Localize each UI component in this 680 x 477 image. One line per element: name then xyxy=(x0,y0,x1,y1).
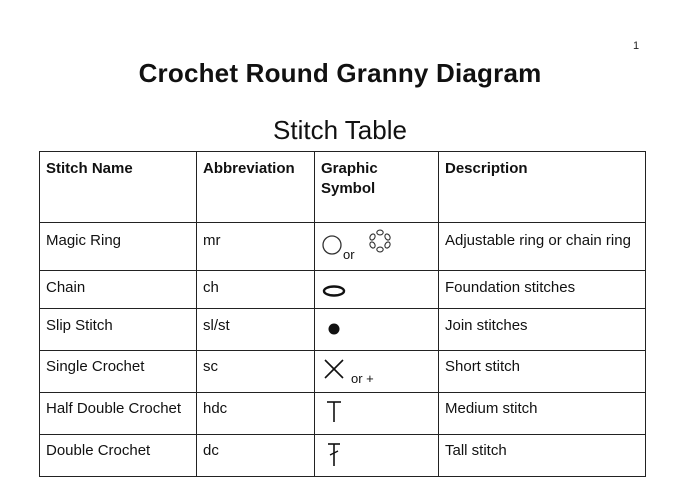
abbreviation-cell: sl/st xyxy=(197,309,315,351)
table-row xyxy=(40,393,646,435)
section-title: Stitch Table xyxy=(273,115,407,145)
stitch-name-cell: Slip Stitch xyxy=(40,309,197,351)
x-icon xyxy=(323,358,345,380)
header-abbreviation: Abbreviation xyxy=(197,152,315,223)
table-row xyxy=(40,351,646,393)
description-cell: Adjustable ring or chain ring xyxy=(439,223,646,271)
table-row xyxy=(40,271,646,309)
stitch-table xyxy=(39,151,646,477)
t-crossbar-icon xyxy=(325,442,343,468)
abbreviation-cell: dc xyxy=(197,435,315,477)
filled-dot-icon xyxy=(327,322,341,336)
abbreviation-cell: ch xyxy=(197,271,315,309)
symbol-cell xyxy=(315,223,439,271)
header-graphic-symbol: Graphic Symbol xyxy=(315,152,439,223)
stitch-name-cell: Magic Ring xyxy=(40,223,197,271)
chain-oval-icon xyxy=(322,284,346,298)
symbol-cell xyxy=(315,435,439,477)
page-number: 1 xyxy=(633,40,640,52)
symbol-cell xyxy=(315,393,439,435)
stitch-name-cell: Double Crochet xyxy=(40,435,197,477)
description-cell: Tall stitch xyxy=(439,435,646,477)
chain-ring-icon xyxy=(367,228,393,254)
abbreviation-cell: sc xyxy=(197,351,315,393)
stitch-name-cell: Chain xyxy=(40,271,197,309)
header-description: Description xyxy=(439,152,646,223)
description-cell: Join stitches xyxy=(439,309,646,351)
abbreviation-cell: mr xyxy=(197,223,315,271)
t-icon xyxy=(325,400,343,424)
symbol-cell xyxy=(315,309,439,351)
document-title: Crochet Round Granny Diagram xyxy=(138,58,542,88)
stitch-name-cell: Single Crochet xyxy=(40,351,197,393)
abbreviation-cell: hdc xyxy=(197,393,315,435)
description-cell: Foundation stitches xyxy=(439,271,646,309)
description-cell: Short stitch xyxy=(439,351,646,393)
header-stitch-name: Stitch Name xyxy=(40,152,197,223)
symbol-cell xyxy=(315,351,439,393)
table-row xyxy=(40,309,646,351)
table-header-row xyxy=(40,152,646,223)
description-cell: Medium stitch xyxy=(439,393,646,435)
table-row xyxy=(40,223,646,271)
symbol-note: or + xyxy=(351,371,374,386)
ring-icon xyxy=(321,234,343,256)
symbol-cell xyxy=(315,271,439,309)
symbol-note: or xyxy=(343,247,355,262)
stitch-name-cell: Half Double Crochet xyxy=(40,393,197,435)
table-row xyxy=(40,435,646,477)
